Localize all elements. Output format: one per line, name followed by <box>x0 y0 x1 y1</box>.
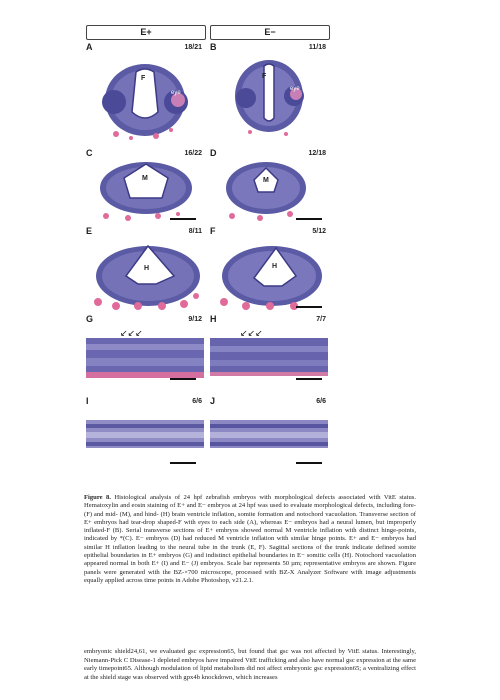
panel-letter-a: A <box>86 42 93 52</box>
panel-e-svg <box>86 236 204 312</box>
panel-b-eye-label: eye <box>290 86 300 92</box>
panel-letter-i: I <box>86 396 89 406</box>
scale-bar-i <box>170 462 196 464</box>
panel-e-h-label: H <box>144 265 150 272</box>
scale-bar-d <box>296 218 322 220</box>
panel-j-svg <box>210 406 328 468</box>
header-eminus <box>210 25 330 40</box>
panel-g-svg <box>86 324 204 384</box>
panel-h-svg <box>210 324 328 384</box>
scale-bar-f <box>296 306 322 308</box>
panel-f-svg <box>210 236 328 312</box>
panel-a-image <box>86 52 204 144</box>
panel-f-image <box>210 236 328 312</box>
panel-letter-d: D <box>210 148 217 158</box>
panel-g-arrows: ↙↙↙ <box>120 329 143 339</box>
panel-c-image <box>86 158 204 224</box>
panel-letter-e: E <box>86 226 93 236</box>
panel-g-image <box>86 324 204 384</box>
panel-f-h-label: H <box>272 263 278 270</box>
panel-count-g: 9/12 <box>188 316 202 323</box>
panel-h-image <box>210 324 328 384</box>
scale-bar-h <box>296 378 322 380</box>
panel-b-f-label: F <box>262 73 267 80</box>
panel-e-image <box>86 236 204 312</box>
figure-caption-text: Histological analysis of 24 hpf zebrafish embryos with morphological defects associated with VitE status. Hematoxylin and eosin staining of E+ and E− embryos at 24 hpf was used to evaluate morphological defects, including fore- (F) and mid- (M), and hind- (H) brain ventricle inflation, somite formation and notochord vacuolation. Transverse section of E+ embryos had tear-drop shaped-F with eyes to each side (A), whereas E− embryos had a neural lumen, but improperly inflated-F (B). Serial transverse sections of E+ embryos showed normal M ventricle inflation with distinct hinge-points, indicated by *(C). E− embryos (D) had reduced M ventricle inflation with similar hinge points. E+ and E− embryos had similar H inflation leading to the neural tube in the trunk (E, F). Sagittal sections of the trunk indicate defined somite epithelial boundaries in E+ embryos (G) and indistinct epithelial boundaries in E− somitic cells (H). Notochord vacuolation appeared normal in both E+ (I) and E− (J) embryos. Scale bar represents 50 µm; representative embryos are shown. Figure panels were generated with the BZ-×700 microscope, processed with BZ-X Analyzer Software with image adjustments equally applied across time points in Adobe Photoshop, v21.2.1. <box>84 494 416 584</box>
panel-letter-f: F <box>210 226 216 236</box>
panel-d-image <box>210 158 328 224</box>
panel-count-d: 12/18 <box>308 150 326 157</box>
panel-count-c: 16/22 <box>184 150 202 157</box>
panel-count-e: 8/11 <box>188 228 202 235</box>
panel-count-i: 6/6 <box>192 398 202 405</box>
panel-letter-b: B <box>210 42 217 52</box>
panel-c-svg <box>86 158 204 224</box>
panel-count-f: 5/12 <box>312 228 326 235</box>
panel-count-b: 11/18 <box>308 44 326 51</box>
header-eplus <box>86 25 206 40</box>
panel-count-j: 6/6 <box>316 398 326 405</box>
header-eminus-label: E− <box>264 27 276 37</box>
header-eplus-label: E+ <box>140 27 152 37</box>
figure-caption <box>84 494 416 585</box>
panel-h-arrows: ↙↙↙ <box>240 329 263 339</box>
panel-a-eye-label: eye <box>171 90 181 96</box>
scale-bar-c <box>170 218 196 220</box>
panel-c-m-label: M <box>142 175 148 182</box>
panel-count-a: 18/21 <box>184 44 202 51</box>
panel-d-svg <box>210 158 328 224</box>
panel-a-f-label: F <box>141 75 146 82</box>
scale-bar-g <box>170 378 196 380</box>
panel-b-svg <box>210 52 328 144</box>
panel-letter-c: C <box>86 148 93 158</box>
panel-j-image <box>210 406 328 468</box>
panel-i-svg <box>86 406 204 468</box>
panel-d-m-label: M <box>263 177 269 184</box>
scale-bar-j <box>296 462 322 464</box>
body-paragraph: embryonic shield24,61, we evaluated gsc expression65, but found that gsc was not affected by VitE status. Interestingly, Niemann-Pick C Disease-1 depleted embryos have impaired VitE trafficking and also have normal gsc expression at the same early timepoint65. Although modulation of lipid metabolism did not affect embryonic gsc expression65; a ventralizing effect at the shield stage was observed with gpx4b knockdown, which increases <box>84 648 416 681</box>
panel-b-image <box>210 52 328 144</box>
panel-letter-h: H <box>210 314 217 324</box>
panel-a-svg <box>86 52 204 144</box>
panel-i-image <box>86 406 204 468</box>
figure-caption-title: Figure 8. <box>84 494 111 501</box>
panel-letter-j: J <box>210 396 216 406</box>
panel-letter-g: G <box>86 314 94 324</box>
panel-count-h: 7/7 <box>316 316 326 323</box>
